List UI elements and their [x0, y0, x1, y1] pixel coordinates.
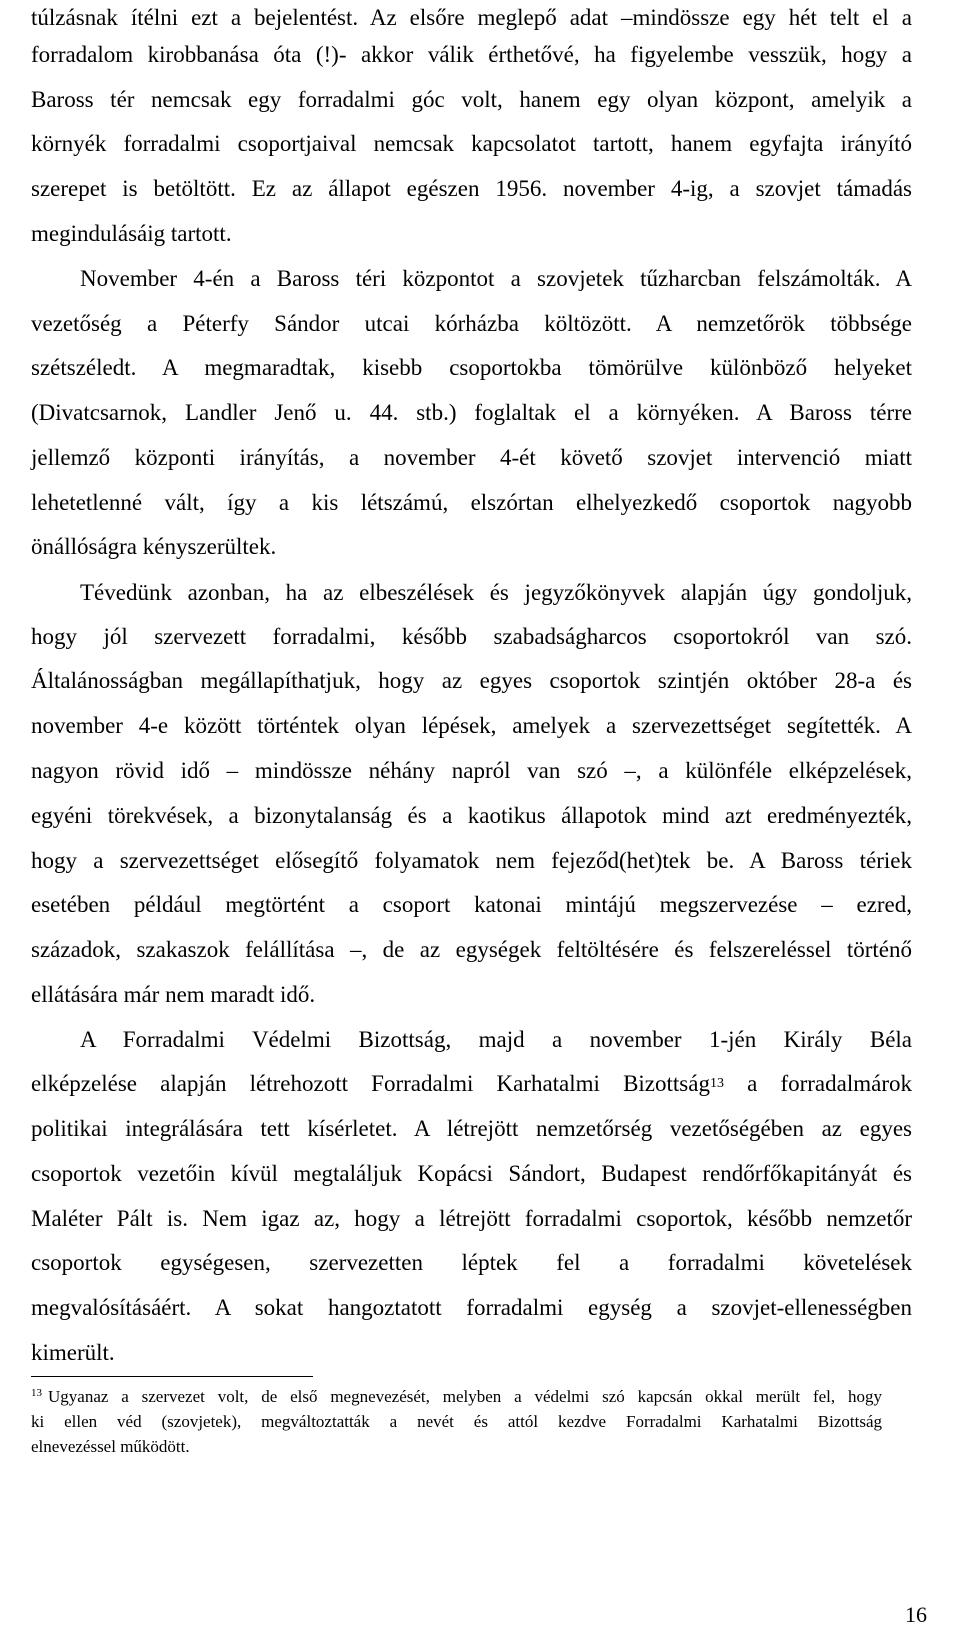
body-line: vezetőség a Péterfy Sándor utcai kórházba költözött. A nemzetőrök többsége [31, 311, 912, 336]
body-line: hogy jól szervezett forradalmi, később szabadságharcos csoportokról van szó. [31, 624, 912, 649]
body-line: kimerült. [31, 1340, 115, 1365]
body-line: ellátására már nem maradt idő. [31, 982, 316, 1007]
body-line: politikai integrálására tett kísérletet. A létrejött nemzetőrség vezetőségében az egyes [31, 1116, 912, 1141]
body-line: századok, szakaszok felállítása –, de az egységek feltöltésére és felszereléssel történő [31, 937, 912, 962]
body-line: Általánosságban megállapíthatjuk, hogy az egyes csoportok szintjén október 28-a és [31, 668, 912, 693]
footnote-line [31, 1386, 882, 1410]
body-line: november 4-e között történtek olyan lépések, amelyek a szervezettséget segítették. A [31, 713, 912, 738]
footnote-separator [31, 1376, 313, 1377]
body-line: egyéni törekvések, a bizonytalanság és a kaotikus állapotok mind azt eredményezték, [31, 803, 912, 828]
body-line: szerepet is betöltött. Ez az állapot egészen 1956. november 4-ig, a szovjet támadás [31, 176, 912, 201]
page-number: 16 [905, 1602, 927, 1627]
body-line: túlzásnak ítélni ezt a bejelentést. Az elsőre meglepő adat –mindössze egy hét telt el a [31, 5, 912, 30]
body-line: Maléter Pált is. Nem igaz az, hogy a létrejött forradalmi csoportok, később nemzetőr [31, 1206, 912, 1231]
body-line: lehetetlenné vált, így a kis létszámú, elszórtan elhelyezkedő csoportok nagyobb [31, 490, 912, 515]
body-line: A Forradalmi Védelmi Bizottság, majd a november 1-jén Király Béla [80, 1027, 912, 1052]
body-line: megvalósításáért. A sokat hangoztatott forradalmi egység a szovjet-ellenességben [31, 1295, 912, 1320]
footnote-number: 13 [31, 1387, 42, 1399]
body-line: nagyon rövid idő – mindössze néhány napról van szó –, a különféle elképzelések, [31, 758, 912, 783]
body-line: esetében például megtörtént a csoport katonai mintájú megszervezése – ezred, [31, 892, 912, 917]
body-line: jellemző központi irányítás, a november 4-ét követő szovjet intervenció miatt [31, 445, 912, 470]
body-line: környék forradalmi csoportjaival nemcsak kapcsolatot tartott, hanem egyfajta irányító [31, 131, 912, 156]
footnote-line: elnevezéssel működött. [31, 1437, 190, 1456]
body-line: Tévedünk azonban, ha az elbeszélések és jegyzőkönyvek alapján úgy gondoljuk, [80, 580, 912, 605]
footnote-reference[interactable]: 13 [709, 1076, 724, 1091]
body-line: November 4-én a Baross téri központot a szovjetek tűzharcban felszámolták. A [80, 266, 912, 291]
body-line: csoportok egységesen, szervezetten léptek fel a forradalmi követelések [31, 1250, 912, 1275]
body-line: hogy a szervezettséget elősegítő folyamatok nem fejeződ(het)tek be. A Baross tériek [31, 848, 912, 873]
body-line: (Divatcsarnok, Landler Jenő u. 44. stb.) foglaltak el a környéken. A Baross térre [31, 400, 912, 425]
footnote-line: ki ellen véd (szovjetek), megváltoztatták a nevét és attól kezdve Forradalmi Karhatalmi Bizottság [31, 1412, 882, 1431]
body-line: forradalom kirobbanása óta (!)- akkor válik érthetővé, ha figyelembe vesszük, hogy a [31, 42, 912, 67]
body-line: csoportok vezetőin kívül megtaláljuk Kopácsi Sándort, Budapest rendőrfőkapitányát és [31, 1161, 912, 1186]
body-line: Baross tér nemcsak egy forradalmi góc volt, hanem egy olyan központ, amelyik a [31, 87, 912, 112]
body-line-text: elképzelése alapján létrehozott Forradalmi Karhatalmi Bizottság [31, 1071, 710, 1096]
body-line: megindulásáig tartott. [31, 221, 232, 246]
body-line: önállóságra kényszerültek. [31, 534, 277, 559]
body-line-text: a forradalmárok [747, 1071, 912, 1096]
body-line-with-footnote [31, 1069, 912, 1103]
footnote-text: Ugyanaz a szervezet volt, de első megnevezését, melyben a védelmi szó kapcsán okkal merült fel, hogy [48, 1387, 882, 1406]
body-line: szétszéledt. A megmaradtak, kisebb csoportokba tömörülve különböző helyeket [31, 355, 912, 380]
